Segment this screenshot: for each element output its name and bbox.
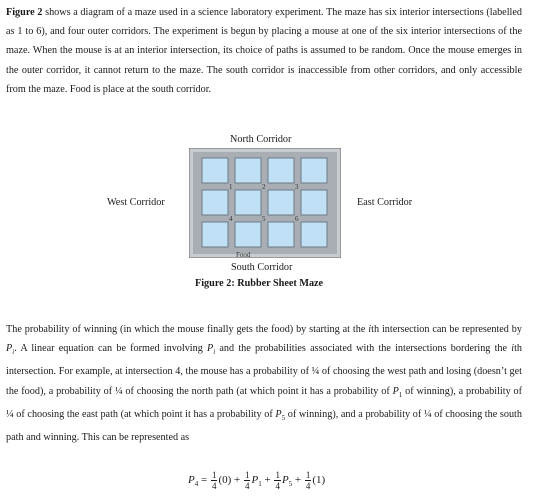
intersection-label-1: 1 bbox=[229, 183, 233, 191]
subscript-i: i bbox=[12, 348, 15, 357]
maze-cell bbox=[301, 222, 327, 247]
figure-reference: Figure 2 bbox=[6, 7, 43, 18]
plus-sign: + bbox=[264, 474, 271, 487]
subscript-1: 1 bbox=[398, 390, 403, 399]
body-text-3: . A linear equation can be formed involving bbox=[14, 343, 208, 355]
maze-cell bbox=[235, 190, 261, 215]
symbol-p: P bbox=[251, 474, 259, 487]
maze-cell bbox=[268, 222, 294, 247]
index-i: i bbox=[368, 324, 372, 335]
subscript-4: 4 bbox=[194, 480, 199, 489]
west-corridor-label: West Corridor bbox=[107, 197, 165, 208]
fraction: $\frac{1}{4}$ bbox=[211, 470, 217, 491]
intersection-label-4: 4 bbox=[229, 215, 233, 223]
maze-cell bbox=[202, 222, 228, 247]
term-1: (1) bbox=[312, 474, 326, 487]
maze-cell bbox=[268, 190, 294, 215]
plus-sign: + bbox=[294, 474, 302, 487]
maze-cell bbox=[301, 190, 327, 215]
maze-cell bbox=[268, 158, 294, 183]
body-text-7: of winning), and a probability of ¼ of choosing the south path and winning. This can be represented as bbox=[6, 408, 522, 444]
intersection-label-2: 2 bbox=[262, 183, 266, 191]
symbol-p: P bbox=[392, 385, 399, 397]
equals-sign: = bbox=[200, 474, 208, 487]
maze-diagram bbox=[189, 148, 341, 258]
body-text-6: of winning), a probability of ¼ of choosing the east path (at which point it has a probability of bbox=[6, 385, 522, 420]
subscript-i: i bbox=[213, 348, 216, 357]
north-corridor-label: North Corridor bbox=[230, 134, 292, 145]
body-text-2: th intersection can be represented by bbox=[371, 324, 522, 335]
body-paragraph bbox=[6, 320, 522, 447]
symbol-p: P bbox=[275, 408, 282, 420]
symbol-p: P bbox=[188, 474, 195, 487]
symbol-p: P bbox=[281, 474, 289, 487]
east-corridor-label: East Corridor bbox=[357, 197, 413, 208]
maze-cell bbox=[202, 190, 228, 215]
intersection-label-5: 5 bbox=[262, 215, 266, 223]
term-0: (0) + bbox=[218, 474, 241, 487]
maze-cell bbox=[301, 158, 327, 183]
intersection-label-6: 6 bbox=[295, 215, 299, 223]
figure-caption: Figure 2: Rubber Sheet Maze bbox=[195, 278, 324, 289]
symbol-p: P bbox=[6, 343, 13, 355]
fraction: $\frac{1}{4}$ bbox=[275, 470, 280, 491]
intersection-label-3: 3 bbox=[295, 183, 299, 191]
maze-cell bbox=[235, 158, 261, 183]
south-corridor-label: South Corridor bbox=[231, 262, 293, 273]
maze-cell bbox=[235, 222, 261, 247]
fraction: $\frac{1}{4}$ bbox=[305, 470, 311, 491]
body-text-5: th intersection. For example, at intersection 4, the mouse has a probability of ¼ of choosing the west path and losing (doesn’t get the food), a probability of ¼ of choosing the north path (at which point it has a probability of bbox=[6, 343, 522, 397]
equation bbox=[188, 470, 325, 491]
food-label: Food bbox=[236, 251, 251, 258]
body-text-4: and the probabilities associated with the intersections bordering the bbox=[215, 343, 512, 355]
index-i: i bbox=[511, 343, 515, 355]
subscript-5: 5 bbox=[288, 480, 293, 489]
maze-cell bbox=[202, 158, 228, 183]
subscript-1: 1 bbox=[258, 480, 262, 489]
subscript-5: 5 bbox=[281, 413, 286, 422]
symbol-p: P bbox=[207, 343, 214, 355]
body-text-1: The probability of winning (in which the mouse finally gets the food) by starting at the bbox=[6, 324, 369, 335]
intro-text: shows a diagram of a maze used in a science laboratory experiment. The maze has six interior intersections (labelled as 1 to 6), and four outer corridors. The experiment is begun by placing a mouse at one of the six interior intersections of the maze. When the mouse is at an interior intersection, its choice of paths is assumed to be random. Once the mouse emerges in the outer corridor, it cannot return to the maze. The south corridor is inaccessible from other corridors, and only accessible from the maze. Food is place at the south corridor. bbox=[6, 7, 522, 95]
fraction: $\frac{1}{4}$ bbox=[244, 470, 250, 491]
